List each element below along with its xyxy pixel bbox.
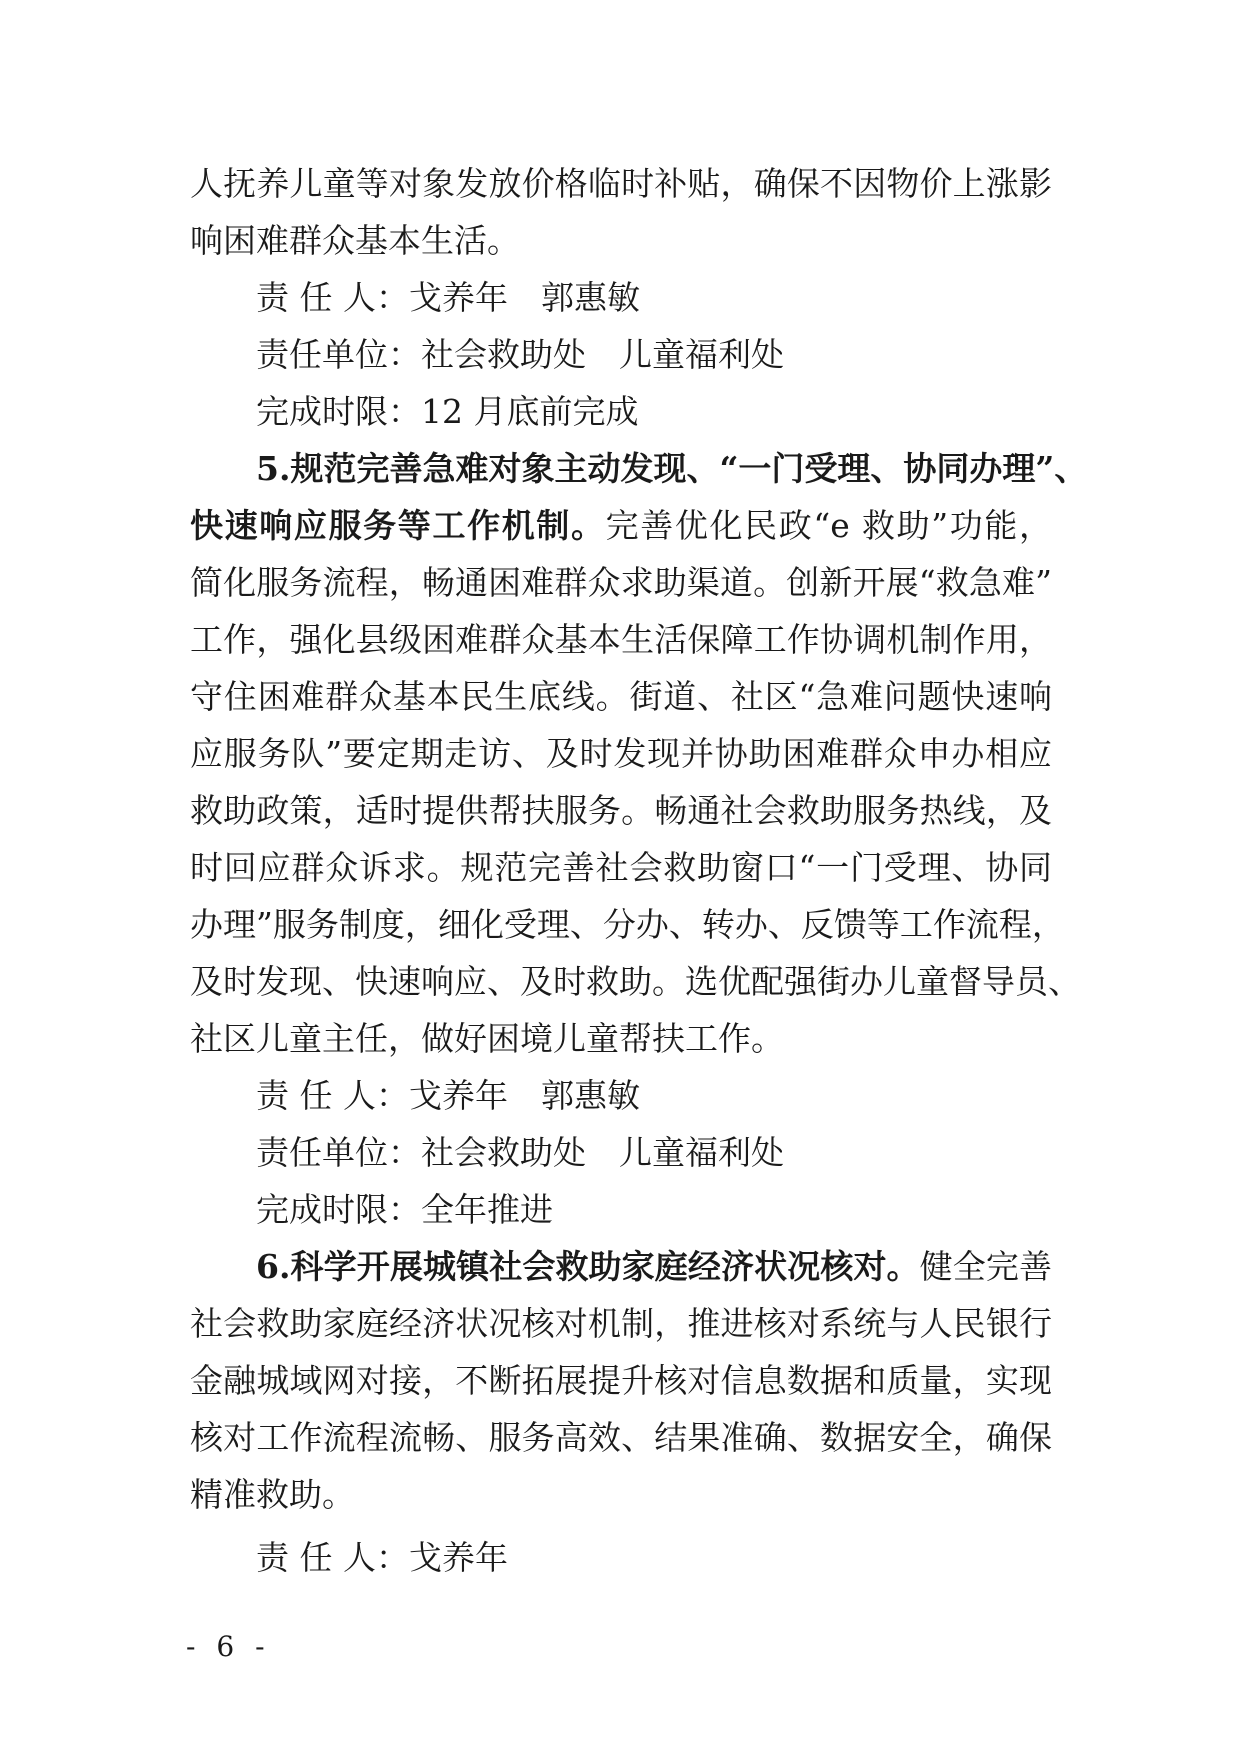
deadline-label: 完成时限： (256, 392, 421, 431)
paragraph-line (190, 1238, 1052, 1295)
responsible-person-row (190, 269, 1052, 326)
paragraph-line: 工作，强化县级困难群众基本生活保障工作协调机制作用， (190, 620, 1052, 659)
responsible-unit-name: 社会救助处 (421, 335, 586, 374)
paragraph-line (190, 497, 1052, 554)
paragraph-line: 人抚养儿童等对象发放价格临时补贴，确保不因物价上涨影 (190, 164, 1052, 203)
responsible-person-name: 郭惠敏 (540, 278, 640, 317)
paragraph-line: 救助政策，适时提供帮扶服务。畅通社会救助服务热线，及 (190, 791, 1052, 830)
paragraph-line: 应服务队”要定期走访、及时发现并协助困难群众申办相应 (190, 734, 1052, 773)
responsible-person-name: 郭惠敏 (540, 1076, 640, 1115)
paragraph-line: 及时发现、快速响应、及时救助。选优配强街办儿童督导员、 (190, 962, 1081, 1001)
responsible-unit-name: 儿童福利处 (619, 335, 784, 374)
responsible-unit-row (190, 1124, 1052, 1181)
section-heading: 5.规范完善急难对象主动发现、“一门受理、协同办理”、 (256, 449, 1088, 488)
deadline-label: 完成时限： (256, 1190, 421, 1229)
document-body (190, 155, 1088, 1586)
deadline-value: 全年推进 (421, 1190, 553, 1229)
paragraph-line: 金融城域网对接，不断拓展提升核对信息数据和质量，实现 (190, 1361, 1052, 1400)
responsible-unit-label: 责任单位： (256, 1133, 421, 1172)
paragraph-line: 响困难群众基本生活。 (190, 221, 520, 260)
responsible-person-label: 责 任 人： (256, 278, 409, 317)
responsible-unit-name: 社会救助处 (421, 1133, 586, 1172)
responsible-person-label: 责 任 人： (256, 1538, 409, 1577)
paragraph-line: 守住困难群众基本民生底线。街道、社区“急难问题快速响 (190, 677, 1052, 716)
deadline-row (190, 383, 1052, 440)
responsible-unit-label: 责任单位： (256, 335, 421, 374)
paragraph-line: 社区儿童主任，做好困境儿童帮扶工作。 (190, 1019, 784, 1058)
paragraph-line: 办理”服务制度，细化受理、分办、转办、反馈等工作流程， (190, 905, 1065, 944)
responsible-person-label: 责 任 人： (256, 1076, 409, 1115)
responsible-person-name: 戈养年 (408, 278, 508, 317)
paragraph-text: 完善优化民政“e 救助”功能， (605, 506, 1053, 545)
responsible-person-row (190, 1529, 1052, 1586)
paragraph-line: 时回应群众诉求。规范完善社会救助窗口“一门受理、协同 (190, 848, 1052, 887)
paragraph-line: 核对工作流程流畅、服务高效、结果准确、数据安全，确保 (190, 1418, 1052, 1457)
paragraph-line: 社会救助家庭经济状况核对机制，推进核对系统与人民银行 (190, 1304, 1052, 1343)
paragraph-text: 健全完善 (919, 1247, 1053, 1286)
section-heading: 快速响应服务等工作机制。 (190, 506, 606, 545)
page-number: - 6 - (186, 1630, 271, 1663)
responsible-person-row (190, 1067, 1052, 1124)
responsible-unit-row (190, 326, 1052, 383)
deadline-value: 12 月底前完成 (421, 392, 639, 431)
responsible-person-name: 戈养年 (408, 1538, 508, 1577)
responsible-unit-name: 儿童福利处 (619, 1133, 784, 1172)
section-heading: 6.科学开展城镇社会救助家庭经济状况核对。 (256, 1247, 920, 1286)
paragraph-line: 简化服务流程，畅通困难群众求助渠道。创新开展“救急难” (190, 563, 1052, 602)
deadline-row (190, 1181, 1052, 1238)
responsible-person-name: 戈养年 (408, 1076, 508, 1115)
paragraph-line: 精准救助。 (190, 1475, 355, 1514)
